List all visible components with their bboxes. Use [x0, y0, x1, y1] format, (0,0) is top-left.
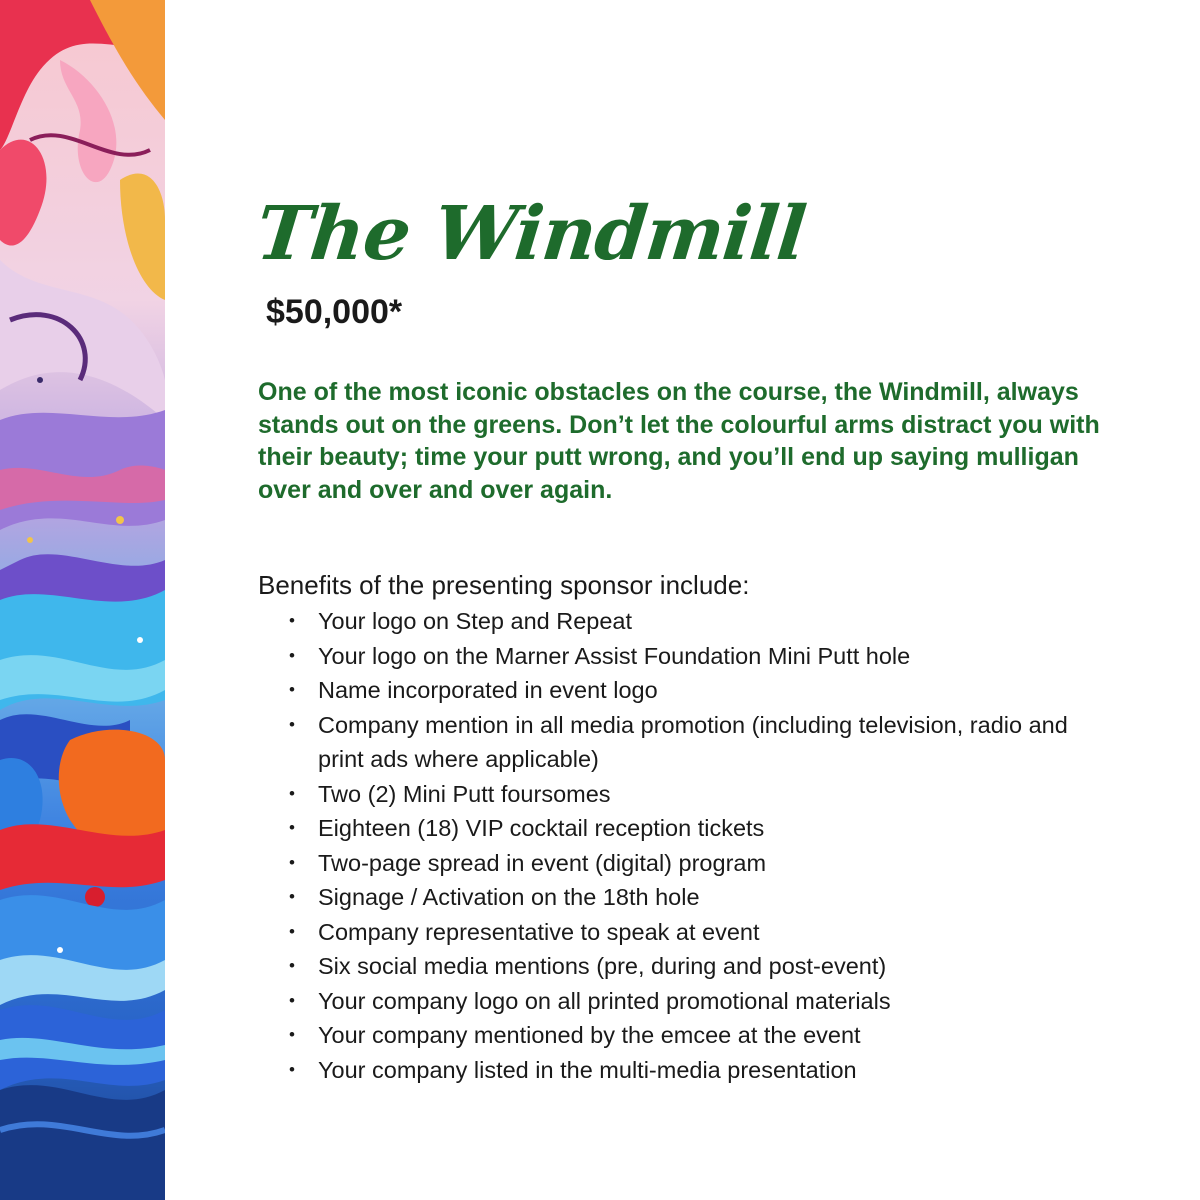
bullet-icon: •	[289, 990, 295, 1010]
list-item	[289, 949, 1098, 984]
list-item-text: Company mention in all media promotion (including television, radio and print ads where applicable)	[318, 711, 1068, 772]
page-title: The Windmill	[252, 191, 810, 277]
list-item	[289, 811, 1098, 846]
list-item	[289, 1018, 1098, 1053]
bullet-icon: •	[289, 921, 295, 941]
list-item	[289, 708, 1098, 777]
list-item-text: Your logo on Step and Repeat	[318, 608, 633, 634]
bullet-icon: •	[289, 680, 295, 699]
bullet-icon: •	[289, 714, 295, 734]
list-item	[289, 1053, 1098, 1088]
list-item-text: Six social media mentions (pre, during and post-event)	[318, 953, 887, 979]
sponsorship-price: $50,000*	[266, 293, 403, 331]
description-paragraph: One of the most iconic obstacles on the course, the Windmill, always stands out on the greens. Don’t let the colourful arms distract you with their beauty; time your putt wrong, and you’ll end up saying mulligan over and over and over again.	[258, 378, 1100, 504]
bullet-icon: •	[289, 818, 295, 837]
list-item-text: Two-page spread in event (digital) program	[318, 849, 767, 876]
list-item	[289, 639, 1098, 674]
list-item-text: Two (2) Mini Putt foursomes	[318, 780, 611, 807]
list-item	[289, 915, 1098, 950]
list-item-text: Eighteen (18) VIP cocktail reception tickets	[318, 815, 765, 841]
abstract-paint-strip	[0, 0, 165, 1200]
bullet-icon: •	[289, 887, 295, 906]
bullet-icon: •	[289, 852, 295, 872]
list-item	[289, 880, 1098, 915]
abstract-paint-art	[0, 0, 165, 1200]
bullet-icon: •	[289, 1025, 295, 1044]
benefits-list	[289, 604, 1098, 1087]
bullet-icon: •	[289, 956, 295, 975]
list-item-text: Your logo on the Marner Assist Foundation Mini Putt hole	[318, 642, 911, 669]
bullet-icon: •	[289, 1059, 295, 1079]
list-item	[289, 846, 1098, 881]
list-item-text: Your company logo on all printed promotional materials	[318, 987, 891, 1014]
list-item	[289, 984, 1098, 1019]
benefits-heading: Benefits of the presenting sponsor include:	[258, 570, 750, 600]
list-item-text: Signage / Activation on the 18th hole	[318, 884, 700, 910]
list-item-text: Name incorporated in event logo	[318, 677, 658, 703]
bullet-icon: •	[289, 611, 295, 630]
list-item	[289, 673, 1098, 708]
list-item	[289, 777, 1098, 812]
list-item	[289, 604, 1098, 639]
bullet-icon: •	[289, 783, 295, 803]
bullet-icon: •	[289, 645, 295, 665]
list-item-text: Your company mentioned by the emcee at the event	[318, 1022, 861, 1048]
list-item-text: Company representative to speak at event	[318, 918, 760, 945]
list-item-text: Your company listed in the multi-media presentation	[318, 1056, 857, 1083]
